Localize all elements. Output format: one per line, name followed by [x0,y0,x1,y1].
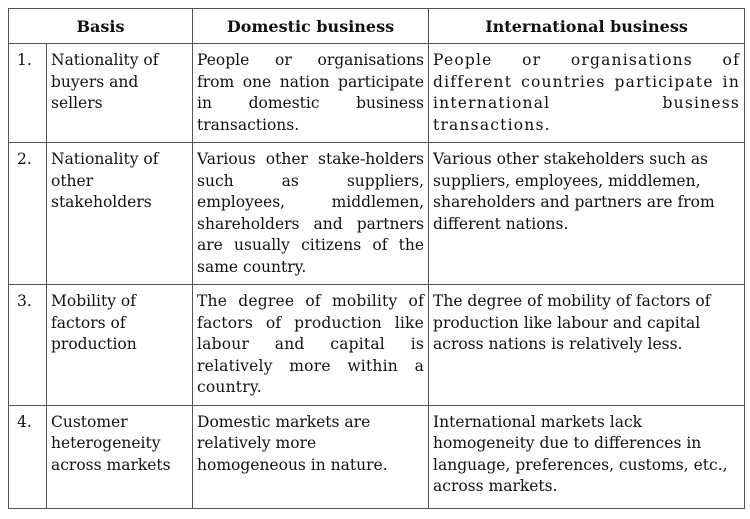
header-row [9,9,745,44]
row-domestic: The degree of mobility of factors of production like labour and capital is relatively more within a country. [193,285,429,406]
row-domestic: Domestic markets are relatively more homogeneous in nature. [193,405,429,508]
table-row [9,285,745,406]
header-domestic: Domestic business [193,9,429,44]
table-row [9,143,745,285]
row-number: 1. [9,44,47,143]
row-international: The degree of mobility of factors of production like labour and capital across nations is relatively less. [429,285,745,406]
row-basis: Nationality of buyers and sellers [47,44,193,143]
row-number: 2. [9,143,47,285]
row-basis: Mobility of factors of production [47,285,193,406]
row-number: 4. [9,405,47,508]
row-number: 3. [9,285,47,406]
row-international: People or organisations of different countries participate in international business transactions. [429,44,745,143]
table-row [9,405,745,508]
row-international: Various other stakeholders such as suppliers, employees, middlemen, shareholders and partners are from different nations. [429,143,745,285]
header-international: International business [429,9,745,44]
row-basis: Nationality of other stakeholders [47,143,193,285]
comparison-table [8,8,745,509]
table-row [9,44,745,143]
row-basis: Customer heterogeneity across markets [47,405,193,508]
row-domestic: People or organisations from one nation participate in domestic business transactions. [193,44,429,143]
header-basis: Basis [9,9,193,44]
row-domestic: Various other stake-holders such as suppliers, employees, middlemen, shareholders and partners are usually citizens of the same country. [193,143,429,285]
row-international: International markets lack homogeneity due to differences in language, preferences, customs, etc., across markets. [429,405,745,508]
